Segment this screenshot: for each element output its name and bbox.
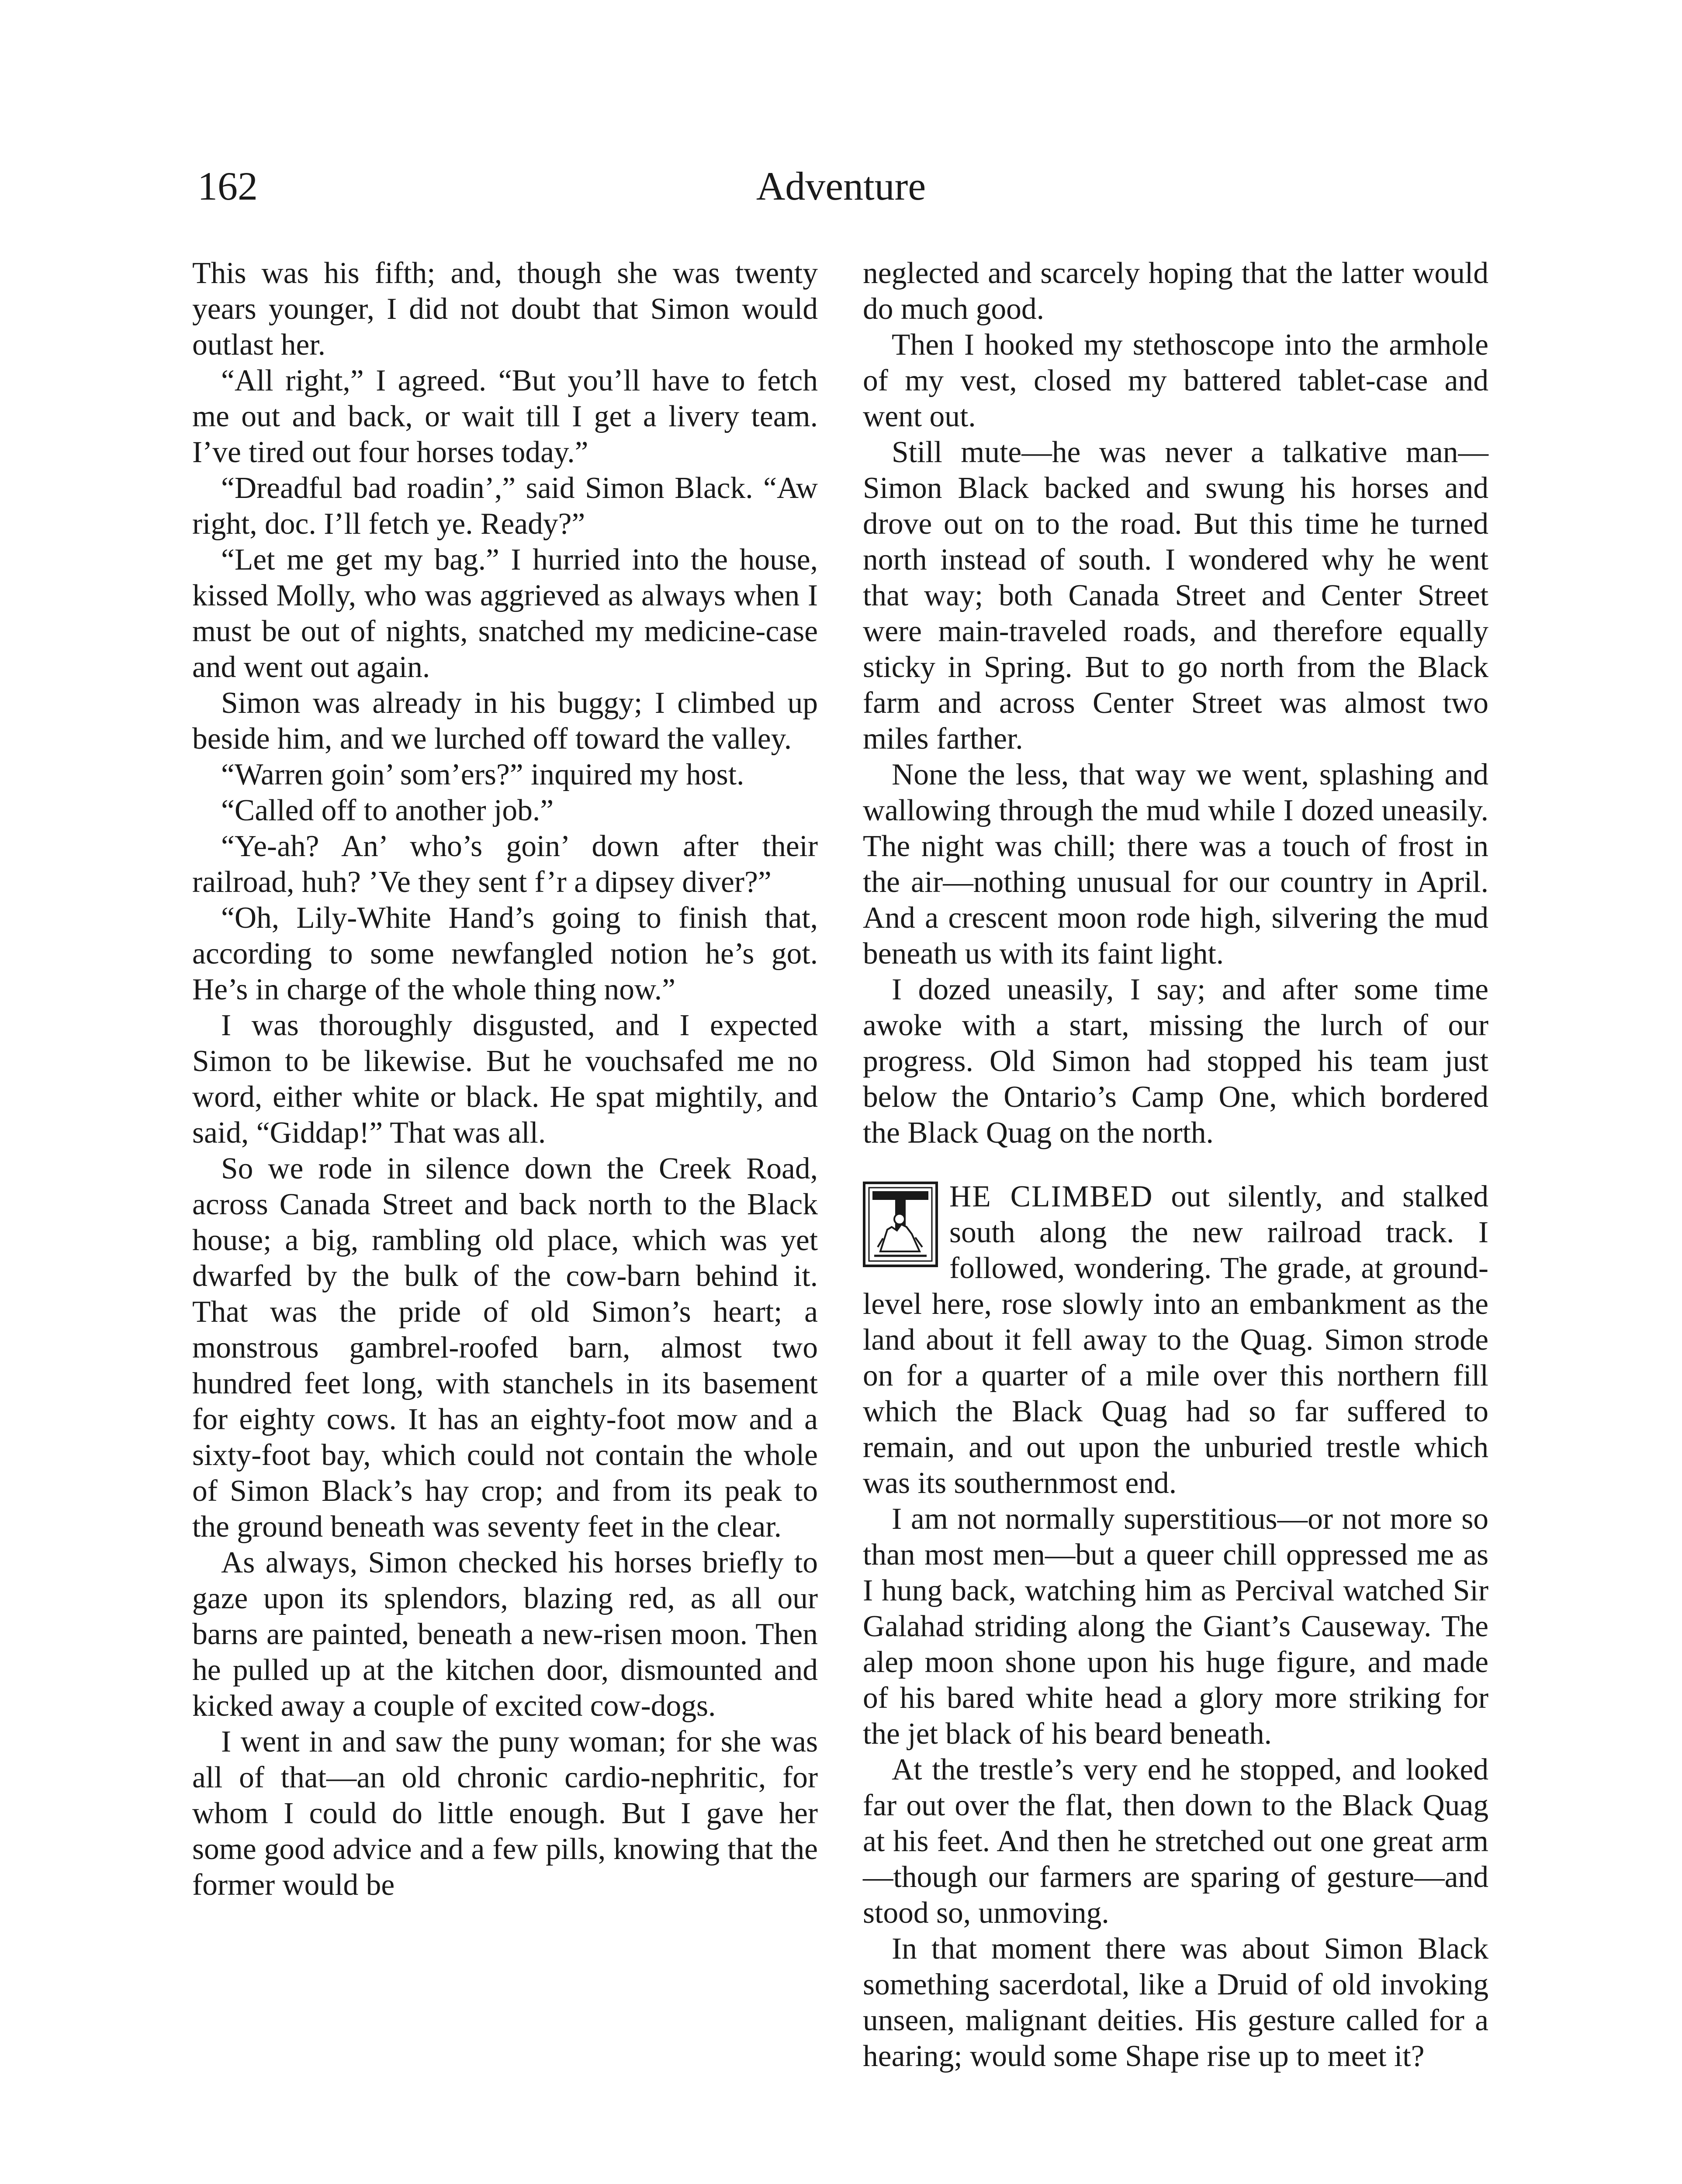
paragraph: In that moment there was about Simon Black something sacerdotal, like a Druid of old invoking unseen, malignant deities. His gesture called for a hearing; would some Shape rise up to meet it? [863, 1932, 1488, 2073]
page-number: 162 [197, 164, 258, 208]
paragraph: Simon was already in his buggy; I climbed up beside him, and we lurched off toward the valley. [192, 686, 818, 756]
paragraph: I was thoroughly disgusted, and I expected Simon to be likewise. But he vouchsafed me no word, either white or black. He spat mightily, and said, “Giddap!” That was all. [192, 1009, 818, 1150]
paragraph: As always, Simon checked his horses briefly to gaze upon its splendors, blazing red, as all our barns are painted, beneath a new-risen moon. Then he pulled up at the kitchen door, dismounted and kicked away a couple of excited cow-dogs. [192, 1546, 818, 1723]
paragraph: At the trestle’s very end he stopped, and looked far out over the flat, then down to the Black Quag at his feet. And then he stretched out one great arm—though our farmers are sparing of gesture—and stood so, unmoving. [863, 1753, 1488, 1930]
paragraph: I am not normally superstitious—or not more so than most men—but a queer chill oppressed me as I hung back, watching him as Percival watched Sir Galahad striding along the Giant’s Causeway. The alep moon shone upon his huge figure, and made of his bared white head a glory more striking for the jet black of his beard beneath. [863, 1502, 1488, 1751]
paragraph: “Oh, Lily-White Hand’s going to finish that, according to some newfangled notion he’s got. He’s in charge of the whole thing now.” [192, 901, 818, 1006]
paragraph: “Warren goin’ som’ers?” inquired my host. [221, 758, 744, 791]
section-opening-paragraph [863, 1179, 1488, 1501]
paragraph: So we rode in silence down the Creek Road, across Canada Street and back north to the Black house; a big, rambling old place, which was yet dwarfed by the bulk of the cow-barn behind it. That was the pride of old Simon’s heart; a monstrous gambrel-roofed barn, almost two hundred feet long, with stanchels in its basement for eighty cows. It has an eighty-foot mow and a sixty-foot bay, which could not contain the whole of Simon Black’s hay crop; and from its peak to the ground beneath was seventy feet in the clear. [192, 1152, 818, 1544]
left-column [192, 256, 818, 1903]
paragraph: This was his fifth; and, though she was twenty years younger, I did not doubt that Simon would outlast her. [192, 256, 818, 362]
running-head: Adventure [756, 164, 926, 208]
right-column [863, 256, 1488, 2074]
paragraph: neglected and scarcely hoping that the latter would do much good. [863, 256, 1488, 326]
paragraph: Then I hooked my stethoscope into the armhole of my vest, closed my battered tablet-case and went out. [863, 328, 1488, 433]
paragraph: “Ye-ah? An’ who’s goin’ down after their railroad, huh? ’Ve they sent f’r a dipsey diver?” [192, 829, 818, 899]
paragraph: “All right,” I agreed. “But you’ll have to fetch me out and back, or wait till I get a livery team. I’ve tired out four horses today.” [192, 364, 818, 469]
paragraph: I went in and saw the puny woman; for she was all of that—an old chronic cardio-nephritic, for whom I could do little enough. But I gave her some good advice and a few pills, knowing that the former would be [192, 1725, 818, 1902]
paragraph: “Called off to another job.” [221, 794, 554, 827]
t-initial-figure-icon [863, 1182, 938, 1267]
section-lead-text: HE CLIMBED [949, 1180, 1153, 1213]
paragraph: “Let me get my bag.” I hurried into the house, kissed Molly, who was aggrieved as always when I must be out of nights, snatched my medicine-case and went out again. [192, 543, 818, 684]
paragraph: “Dreadful bad roadin’,” said Simon Black. “Aw right, doc. I’ll fetch ye. Ready?” [192, 471, 818, 541]
paragraph: Still mute—he was never a talkative man—Simon Black backed and swung his horses and drove out on to the road. But this time he turned north instead of south. I wondered why he went that way; both Canada Street and Center Street were main-traveled roads, and therefore equally sticky in Spring. But to go north from the Black farm and across Center Street was almost two miles farther. [863, 435, 1488, 756]
paragraph: None the less, that way we went, splashing and wallowing through the mud while I dozed uneasily. The night was chill; there was a touch of frost in the air—nothing unusual for our country in April. And a crescent moon rode high, silvering the mud beneath us with its faint light. [863, 758, 1488, 971]
paragraph: I dozed uneasily, I say; and after some time awoke with a start, missing the lurch of our progress. Old Simon had stopped his team just below the Ontario’s Camp One, which bordered the Black Quag on the north. [863, 973, 1488, 1150]
section-body-text: out silently, and stalked south along the new railroad track. I followed, wondering. The grade, at ground-level here, rose slowly into an embankment as the land about it fell away to the Quag. Simon strode on for a quarter of a mile over this northern fill which the Black Quag had so far suffered to remain, and out upon the unburied trestle which was its southernmost end. [863, 1180, 1488, 1500]
